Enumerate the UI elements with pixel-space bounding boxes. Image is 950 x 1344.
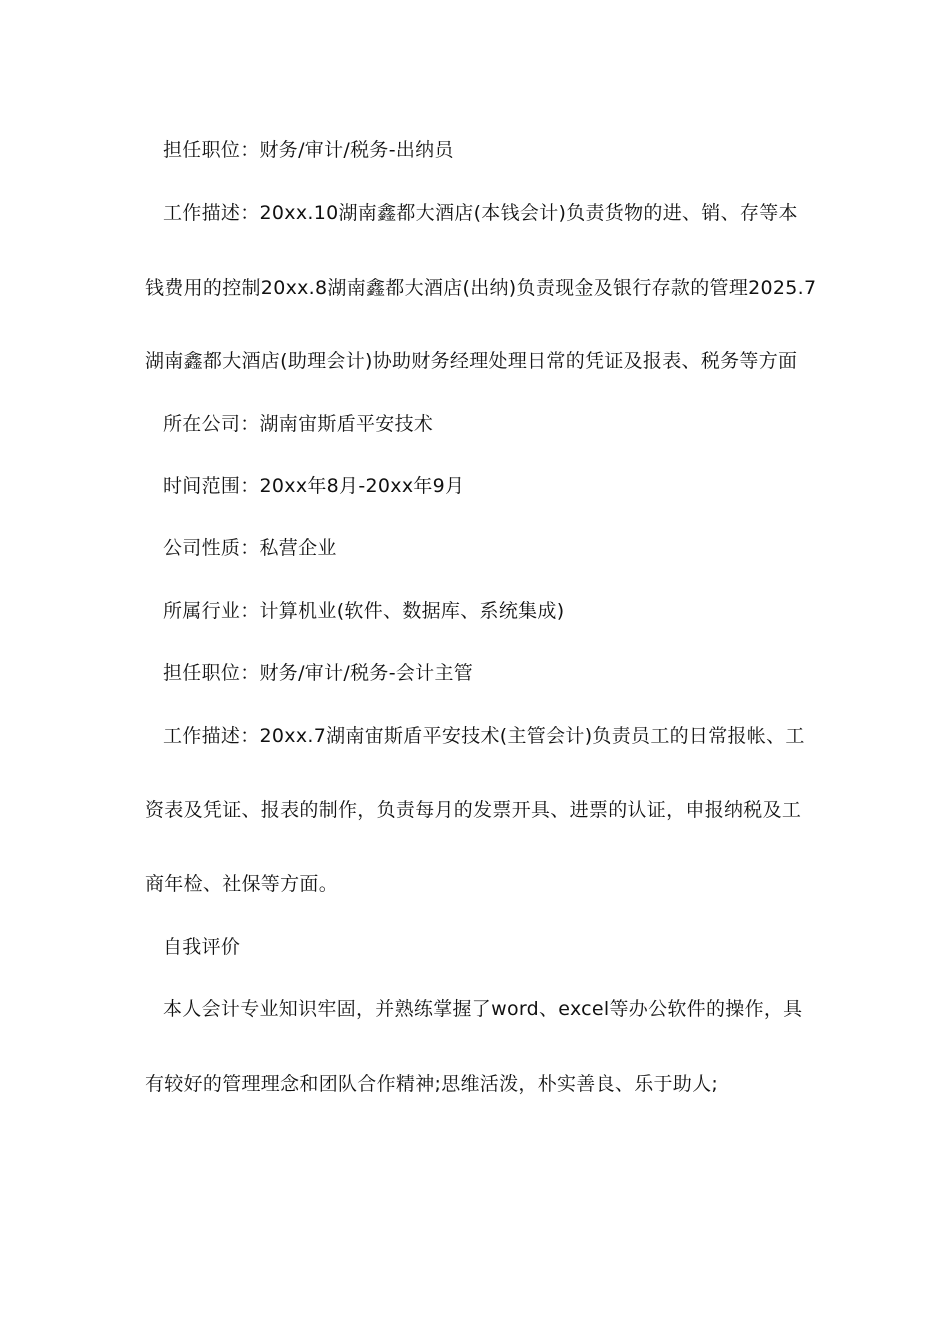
- self-evaluation-line-2: 有较好的管理理念和团队合作精神;思维活泼，朴实善良、乐于助人;: [145, 1073, 719, 1095]
- job-description-2-line-3: 商年检、社保等方面。: [145, 873, 339, 895]
- job-description-2-line-2: 资表及凭证、报表的制作，负责每月的发票开具、进票的认证，申报纳税及工: [145, 799, 802, 821]
- position-title-1: 担任职位：财务/审计/税务-出纳员: [163, 139, 454, 161]
- self-evaluation-heading: 自我评价: [163, 936, 241, 958]
- job-description-1-line-2: 钱费用的控制20xx.8湖南鑫都大酒店(出纳)负责现金及银行存款的管理2025.7: [145, 277, 817, 299]
- company-name: 所在公司：湖南宙斯盾平安技术: [163, 413, 434, 435]
- job-description-2-line-1: 工作描述：20xx.7湖南宙斯盾平安技术(主管会计)负责员工的日常报帐、工: [163, 725, 805, 747]
- industry: 所属行业：计算机业(软件、数据库、系统集成): [163, 600, 565, 622]
- time-range: 时间范围：20xx年8月-20xx年9月: [163, 475, 465, 497]
- job-description-1-line-3: 湖南鑫都大酒店(助理会计)协助财务经理处理日常的凭证及报表、税务等方面: [145, 350, 798, 372]
- company-nature: 公司性质：私营企业: [163, 537, 337, 559]
- self-evaluation-line-1: 本人会计专业知识牢固，并熟练掌握了word、excel等办公软件的操作，具: [163, 998, 803, 1020]
- position-title-2: 担任职位：财务/审计/税务-会计主管: [163, 662, 474, 684]
- job-description-1-line-1: 工作描述：20xx.10湖南鑫都大酒店(本钱会计)负责货物的进、销、存等本: [163, 202, 798, 224]
